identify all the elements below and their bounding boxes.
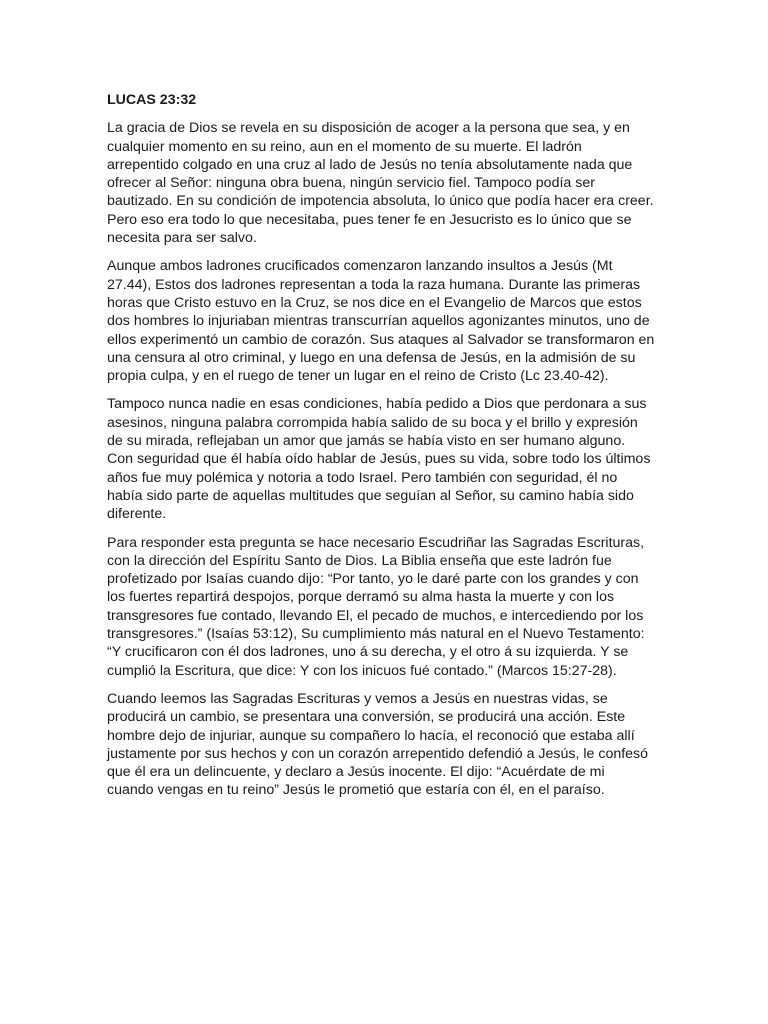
paragraph-3: Tampoco nunca nadie en esas condiciones, había pedido a Dios que perdonara a sus asesinos, ninguna palabra corrompida había salido de su boca y el brillo y expresión de su mirada, reflejaban un amor que jamás se había visto en ser humano alguno. Con seguridad que él había oído hablar de Jesús, pues su vida, sobre todo los últimos años fue muy polémica y notoria a todo Israel. Pero también con seguridad, él no había sido parte de aquellas multitudes que seguían al Señor, su camino había sido diferente.	[107, 396, 651, 523]
paragraph-4: Para responder esta pregunta se hace necesario Escudriñar las Sagradas Escrituras, con la dirección del Espíritu Santo de Dios. La Biblia enseña que este ladrón fue profetizado por Isaías cuando dijo: “Por tanto, yo le daré parte con los grandes y con los fuertes repartirá despojos, porque derramó su alma hasta la muerte y con los transgresores fue contado, llevando El, el pecado de muchos, e intercediendo por los transgresores.” (Isaías 53:12), Su cumplimiento más natural en el Nuevo Testamento: “Y crucificaron con él dos ladrones, uno á su derecha, y el otro á su izquierda. Y se cumplió la Escritura, que dice: Y con los inicuos fué contado.” (Marcos 15:27-28).	[107, 534, 645, 679]
paragraph-1: La gracia de Dios se revela en su disposición de acoger a la persona que sea, y en cualquier momento en su reino, aun en el momento de su muerte. El ladrón arrepentido colgado en una cruz al lado de Jesús no tenía absolutamente nada que ofrecer al Señor: ninguna obra buena, ningún servicio fiel. Tampoco podía ser bautizado. En su condición de impotencia absoluta, lo único que podía hacer era creer. Pero eso era todo lo que necesitaba, pues tener fe en Jesucristo es lo único que se necesita para ser salvo.	[107, 120, 654, 247]
paragraph-5: Cuando leemos las Sagradas Escrituras y vemos a Jesús en nuestras vidas, se producirá un cambio, se presentara una conversión, se producirá una acción. Este hombre dejo de injuriar, aunque su compañero lo hacía, el reconoció que estaba allí justamente por sus hechos y con un corazón arrepentido defendió a Jesús, le confesó que él era un delincuente, y declaro a Jesús inocente. El dijo: “Acuérdate de mi cuando vengas en tu reino” Jesús le prometió que estaría con él, en el paraíso.	[107, 690, 649, 799]
paragraph-2: Aunque ambos ladrones crucificados comenzaron lanzando insultos a Jesús (Mt 27.44), Estos dos ladrones representan a toda la raza humana. Durante las primeras horas que Cristo estuvo en la Cruz, se nos dice en el Evangelio de Marcos que estos dos hombres lo injuriaban mientras transcurrían aquellos agonizantes minutos, uno de ellos experimentó un cambio de corazón. Sus ataques al Salvador se transformaron en una censura al otro criminal, y luego en una defensa de Jesús, en la admisión de su propia culpa, y en el ruego de tener un lugar en el reino de Cristo (Lc 23.40-42).	[107, 258, 655, 385]
document-page	[107, 91, 655, 810]
document-title: LUCAS 23:32	[107, 92, 197, 108]
